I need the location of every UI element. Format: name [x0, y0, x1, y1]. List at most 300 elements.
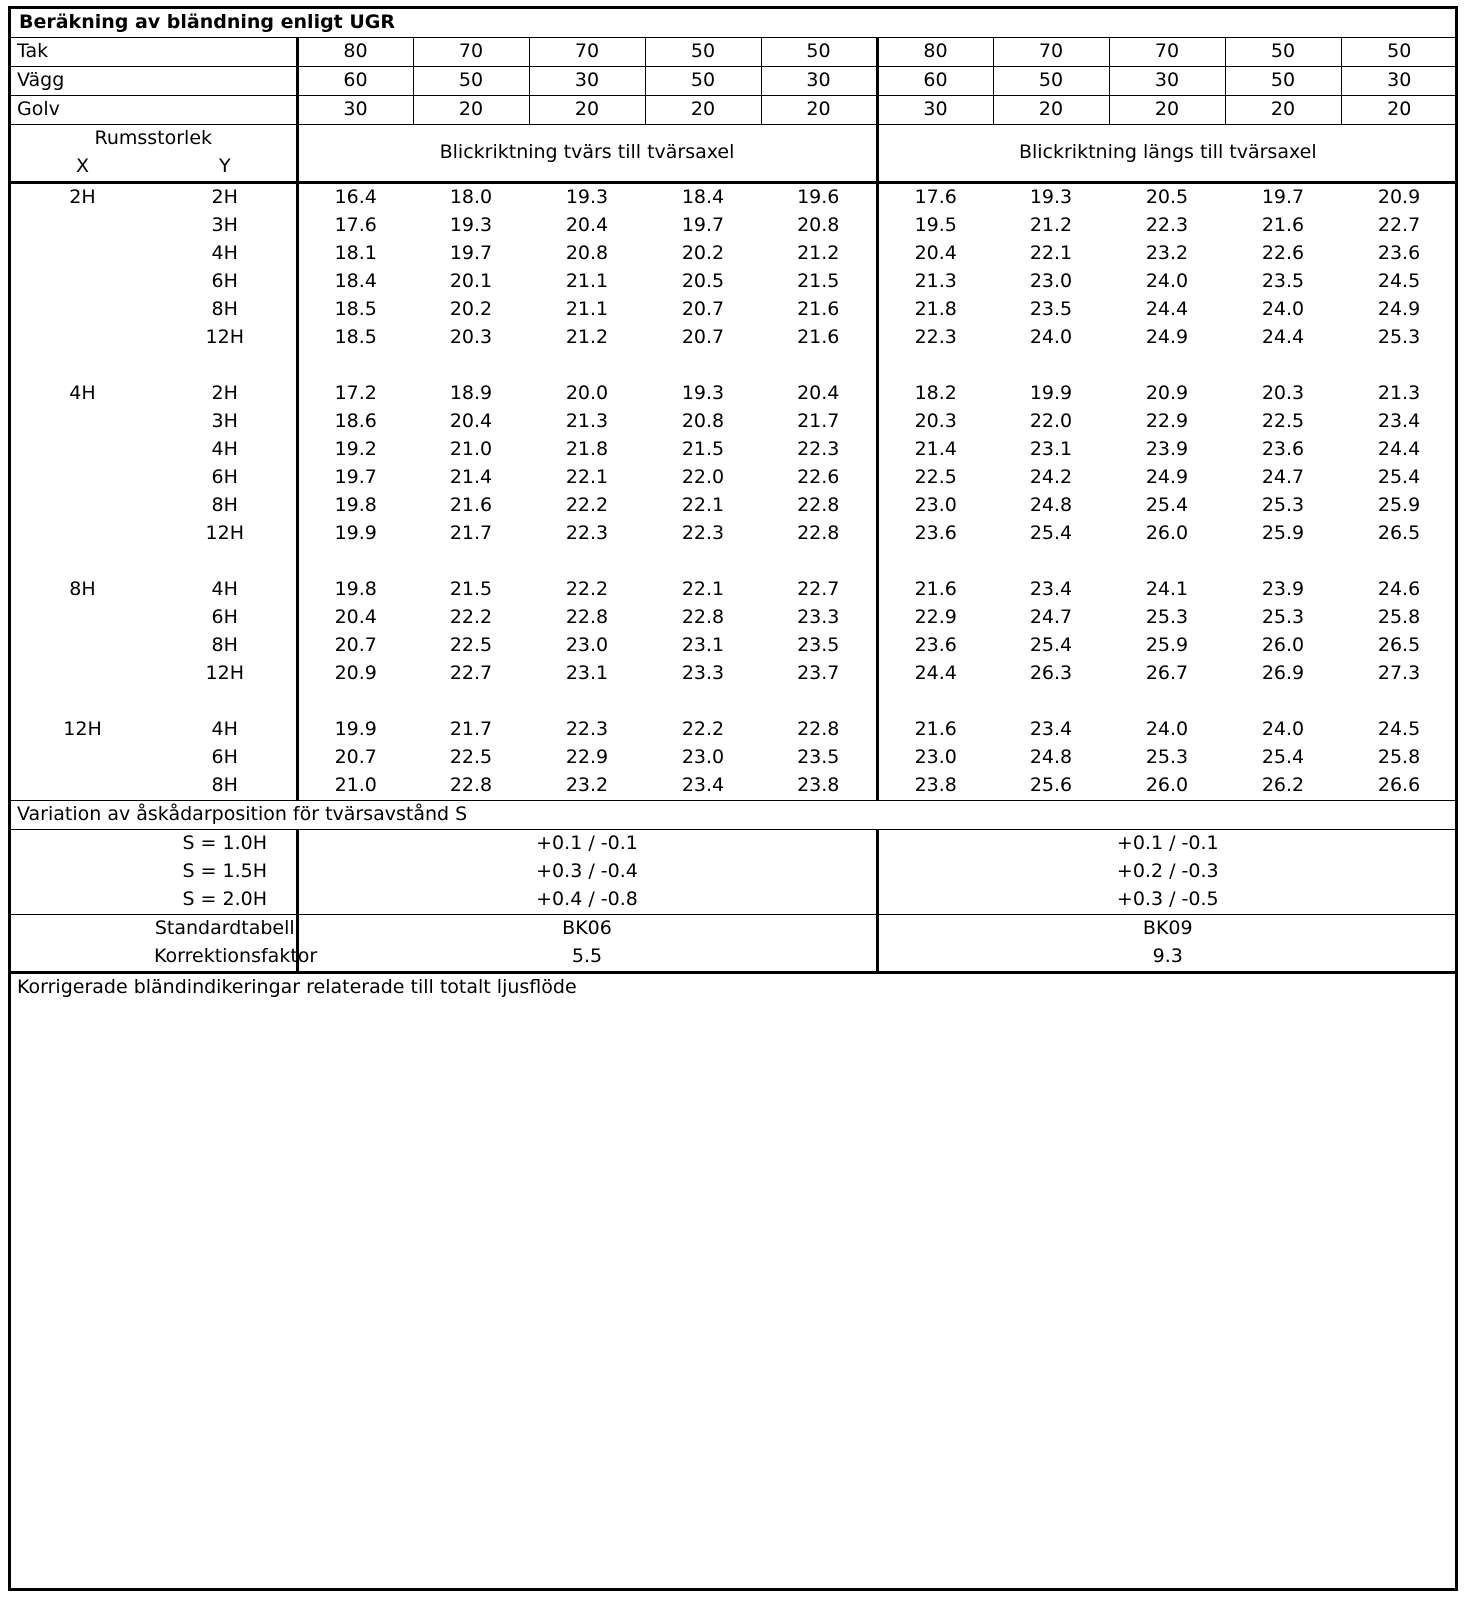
standard-table-along: BK09 — [877, 915, 1457, 944]
row-label-x: 4H — [69, 382, 96, 405]
ugr-value: 21.8 — [877, 296, 993, 324]
ugr-value: 23.7 — [761, 660, 877, 688]
ugr-value: 22.0 — [681, 466, 725, 489]
row-label-x: 2H — [11, 183, 154, 213]
ugr-value: 20.2 — [681, 242, 725, 265]
reflectance-cell: 50 — [761, 38, 877, 67]
ugr-value: 23.1 — [1029, 438, 1073, 461]
reflectance-cell: 30 — [297, 96, 413, 125]
variation-label: S = 1.0H — [154, 830, 297, 859]
row-label-y: 4H — [154, 716, 297, 744]
header-group-along: Blickriktning längs till tvärsaxel — [877, 125, 1457, 183]
data-row — [11, 716, 1457, 744]
ugr-value: 19.3 — [449, 214, 493, 237]
ugr-value: 18.6 — [297, 408, 413, 436]
data-row — [11, 492, 1457, 520]
reflectance-cell: 20 — [993, 96, 1109, 125]
ugr-value: 17.2 — [297, 380, 413, 408]
ugr-value: 27.3 — [1377, 662, 1421, 685]
data-row — [11, 268, 1457, 296]
reflectance-cell: 50 — [1225, 67, 1341, 96]
ugr-value: 24.4 — [1145, 298, 1189, 321]
ugr-value: 20.7 — [297, 744, 413, 772]
data-row — [11, 324, 1457, 352]
ugr-value: 24.4 — [877, 660, 993, 688]
ugr-value: 24.1 — [1145, 578, 1189, 601]
reflectance-cell: 70 — [993, 38, 1109, 67]
variation-row — [11, 830, 1457, 859]
data-row — [11, 183, 1457, 213]
ugr-value: 24.8 — [1029, 746, 1073, 769]
ugr-value: 25.3 — [1145, 606, 1189, 629]
row-label-y: 6H — [154, 744, 297, 772]
ugr-value: 23.5 — [1029, 298, 1073, 321]
variation-along: +0.1 / -0.1 — [877, 830, 1457, 859]
variation-label-pad — [11, 886, 154, 915]
reflectance-row-golv — [11, 96, 1457, 125]
ugr-value: 25.4 — [1377, 466, 1421, 489]
ugr-value: 20.4 — [297, 604, 413, 632]
ugr-value: 24.0 — [1261, 718, 1305, 741]
ugr-value: 19.9 — [1029, 382, 1073, 405]
data-row — [11, 464, 1457, 492]
ugr-value: 23.5 — [761, 632, 877, 660]
ugr-value: 22.2 — [565, 578, 609, 601]
ugr-value: 20.5 — [1109, 183, 1225, 213]
ugr-value: 22.3 — [681, 522, 725, 545]
ugr-value: 20.4 — [565, 214, 609, 237]
factor-label-pad — [11, 943, 154, 973]
ugr-value: 22.2 — [681, 718, 725, 741]
variation-row — [11, 858, 1457, 886]
ugr-value: 22.5 — [1261, 410, 1305, 433]
ugr-value: 20.4 — [877, 240, 993, 268]
reflectance-cell: 30 — [1341, 67, 1457, 96]
header-y: Y — [154, 153, 297, 183]
ugr-value: 21.7 — [761, 408, 877, 436]
ugr-value: 21.7 — [449, 522, 493, 545]
reflectance-cell: 30 — [761, 67, 877, 96]
reflectance-cell: 20 — [1341, 96, 1457, 125]
correction-factor-cross: 5.5 — [297, 943, 877, 973]
ugr-value: 19.7 — [449, 242, 493, 265]
ugr-value: 20.8 — [681, 410, 725, 433]
ugr-value: 20.7 — [297, 632, 413, 660]
ugr-value: 24.0 — [1145, 270, 1189, 293]
ugr-value: 21.6 — [761, 324, 877, 352]
row-label-x: 12H — [63, 718, 102, 741]
ugr-value: 22.8 — [761, 716, 877, 744]
ugr-value: 20.3 — [1261, 382, 1305, 405]
ugr-value: 23.0 — [877, 492, 993, 520]
ugr-value: 22.9 — [1145, 410, 1189, 433]
ugr-value: 20.9 — [1341, 183, 1457, 213]
ugr-value: 22.8 — [413, 772, 529, 801]
ugr-value: 24.8 — [1029, 494, 1073, 517]
ugr-value: 22.8 — [761, 520, 877, 548]
row-label-x — [11, 296, 154, 324]
ugr-value: 22.8 — [565, 606, 609, 629]
ugr-value: 19.6 — [761, 183, 877, 213]
ugr-value: 22.2 — [449, 606, 493, 629]
row-label-y: 8H — [154, 632, 297, 660]
row-label-x — [11, 408, 154, 436]
ugr-value: 21.6 — [1261, 214, 1305, 237]
ugr-value: 17.6 — [297, 212, 413, 240]
reflectance-cell: 30 — [1109, 67, 1225, 96]
reflectance-label-tak: Tak — [11, 38, 297, 67]
ugr-value: 22.6 — [1261, 242, 1305, 265]
ugr-value: 23.6 — [1377, 242, 1421, 265]
variation-label: S = 1.5H — [154, 858, 297, 886]
ugr-value: 22.9 — [565, 746, 609, 769]
ugr-value: 23.9 — [1261, 578, 1305, 601]
row-label-x — [11, 240, 154, 268]
ugr-value: 23.1 — [681, 634, 725, 657]
reflectance-cell: 20 — [529, 96, 645, 125]
row-label-x — [11, 268, 154, 296]
ugr-value: 21.2 — [1029, 214, 1073, 237]
group-spacer — [11, 352, 1457, 380]
page-title: Beräkning av bländning enligt UGR — [11, 9, 1457, 38]
ugr-value: 23.3 — [761, 604, 877, 632]
ugr-value: 22.1 — [681, 578, 725, 601]
ugr-value: 23.0 — [565, 634, 609, 657]
reflectance-cell: 20 — [1225, 96, 1341, 125]
variation-label-pad — [11, 830, 154, 859]
ugr-table — [11, 9, 1457, 1030]
ugr-value: 20.5 — [681, 270, 725, 293]
ugr-value: 20.7 — [681, 326, 725, 349]
row-label-x — [11, 604, 154, 632]
ugr-value: 23.6 — [877, 632, 993, 660]
reflectance-cell: 30 — [529, 67, 645, 96]
row-label-y: 2H — [154, 380, 297, 408]
row-label-y: 4H — [154, 240, 297, 268]
ugr-value: 19.3 — [529, 183, 645, 213]
ugr-value: 22.2 — [565, 494, 609, 517]
reflectance-cell: 50 — [993, 67, 1109, 96]
correction-factor-row — [11, 943, 1457, 973]
ugr-value: 22.3 — [1145, 214, 1189, 237]
correction-factor-label: Korrektionsfaktor — [154, 943, 297, 973]
row-label-x — [11, 436, 154, 464]
ugr-value: 22.7 — [449, 662, 493, 685]
ugr-value: 22.3 — [565, 522, 609, 545]
ugr-value: 21.4 — [877, 436, 993, 464]
ugr-value: 26.0 — [1261, 634, 1305, 657]
reflectance-cell: 20 — [761, 96, 877, 125]
ugr-value: 20.3 — [877, 408, 993, 436]
ugr-value: 18.4 — [297, 268, 413, 296]
ugr-value: 22.7 — [1377, 214, 1421, 237]
standard-table-cross: BK06 — [297, 915, 877, 944]
ugr-value: 24.0 — [1029, 326, 1073, 349]
data-row — [11, 576, 1457, 604]
ugr-value: 23.0 — [681, 746, 725, 769]
ugr-value: 23.5 — [761, 744, 877, 772]
row-label-x — [11, 492, 154, 520]
reflectance-cell: 70 — [1109, 38, 1225, 67]
ugr-value: 20.2 — [449, 298, 493, 321]
ugr-value: 21.5 — [681, 438, 725, 461]
row-label-x — [11, 632, 154, 660]
ugr-value: 20.3 — [449, 326, 493, 349]
ugr-value: 24.9 — [1145, 326, 1189, 349]
reflectance-cell: 20 — [645, 96, 761, 125]
ugr-value: 23.4 — [645, 772, 761, 801]
ugr-value: 22.8 — [761, 492, 877, 520]
variation-cross: +0.1 / -0.1 — [297, 830, 877, 859]
ugr-value: 22.6 — [761, 464, 877, 492]
ugr-value: 21.6 — [449, 494, 493, 517]
row-label-y: 12H — [154, 324, 297, 352]
ugr-value: 23.5 — [1261, 270, 1305, 293]
ugr-value: 18.0 — [413, 183, 529, 213]
reflectance-cell: 20 — [1109, 96, 1225, 125]
ugr-value: 22.5 — [877, 464, 993, 492]
ugr-value: 25.4 — [1029, 522, 1073, 545]
ugr-value: 21.0 — [449, 438, 493, 461]
ugr-value: 26.5 — [1377, 634, 1421, 657]
ugr-value: 23.6 — [877, 520, 993, 548]
ugr-value: 20.0 — [565, 382, 609, 405]
data-row — [11, 632, 1457, 660]
ugr-value: 22.5 — [449, 746, 493, 769]
ugr-value: 22.3 — [877, 324, 993, 352]
ugr-value: 25.9 — [1145, 634, 1189, 657]
title-row — [11, 9, 1457, 38]
data-row — [11, 296, 1457, 324]
ugr-value: 18.4 — [645, 183, 761, 213]
row-label-y: 4H — [154, 436, 297, 464]
row-label-y: 3H — [154, 212, 297, 240]
data-row — [11, 604, 1457, 632]
ugr-value: 18.5 — [297, 324, 413, 352]
row-label-y: 8H — [154, 296, 297, 324]
row-label-y: 12H — [154, 660, 297, 688]
ugr-value: 17.6 — [877, 183, 993, 213]
ugr-value: 24.4 — [1377, 438, 1421, 461]
reflectance-cell: 70 — [529, 38, 645, 67]
reflectance-cell: 50 — [1225, 38, 1341, 67]
data-row — [11, 436, 1457, 464]
ugr-value: 22.1 — [681, 494, 725, 517]
data-row — [11, 660, 1457, 688]
ugr-value: 21.2 — [565, 326, 609, 349]
row-label-x — [11, 324, 154, 352]
ugr-value: 25.4 — [1261, 746, 1305, 769]
blank-area-row — [11, 1002, 1457, 1030]
ugr-value: 22.5 — [449, 634, 493, 657]
ugr-value: 20.4 — [449, 410, 493, 433]
ugr-value: 22.1 — [565, 466, 609, 489]
ugr-value: 23.9 — [1145, 438, 1189, 461]
ugr-value: 26.3 — [1029, 662, 1073, 685]
ugr-value: 18.1 — [297, 240, 413, 268]
ugr-value: 23.6 — [1261, 438, 1305, 461]
ugr-value: 26.5 — [1377, 522, 1421, 545]
ugr-value: 25.3 — [1261, 606, 1305, 629]
ugr-value: 25.8 — [1377, 606, 1421, 629]
ugr-value: 22.8 — [681, 606, 725, 629]
variation-label-pad — [11, 858, 154, 886]
row-label-y: 6H — [154, 268, 297, 296]
ugr-value: 23.4 — [1029, 718, 1073, 741]
ugr-value: 25.8 — [1377, 746, 1421, 769]
ugr-value: 20.1 — [449, 270, 493, 293]
ugr-value: 21.5 — [449, 578, 493, 601]
ugr-value: 20.4 — [761, 380, 877, 408]
ugr-value: 25.6 — [993, 772, 1109, 801]
reflectance-label-golv: Golv — [11, 96, 297, 125]
ugr-value: 19.7 — [681, 214, 725, 237]
ugr-value: 25.3 — [1145, 746, 1189, 769]
data-row — [11, 408, 1457, 436]
correction-factor-along: 9.3 — [877, 943, 1457, 973]
ugr-value: 23.8 — [761, 772, 877, 801]
ugr-value: 23.2 — [529, 772, 645, 801]
ugr-value: 20.8 — [761, 212, 877, 240]
ugr-value: 21.3 — [565, 410, 609, 433]
reflectance-row-tak — [11, 38, 1457, 67]
ugr-value: 21.3 — [1377, 382, 1421, 405]
ugr-value: 19.8 — [297, 576, 413, 604]
header-x: X — [11, 153, 154, 183]
reflectance-row-vagg — [11, 67, 1457, 96]
ugr-value: 24.7 — [1029, 606, 1073, 629]
ugr-value: 21.1 — [565, 270, 609, 293]
ugr-value: 19.7 — [297, 464, 413, 492]
header-room-size: Rumsstorlek — [11, 125, 297, 154]
ugr-value: 24.2 — [1029, 466, 1073, 489]
ugr-value: 23.3 — [681, 662, 725, 685]
ugr-value: 16.4 — [297, 183, 413, 213]
ugr-value: 22.3 — [565, 718, 609, 741]
ugr-value: 19.2 — [297, 436, 413, 464]
row-label-x — [11, 212, 154, 240]
group-spacer — [11, 548, 1457, 576]
reflectance-cell: 50 — [1341, 38, 1457, 67]
ugr-value: 19.9 — [297, 520, 413, 548]
group-header-row — [11, 125, 1457, 154]
ugr-value: 21.3 — [877, 268, 993, 296]
ugr-value: 22.9 — [877, 604, 993, 632]
ugr-value: 18.9 — [449, 382, 493, 405]
ugr-value: 26.9 — [1261, 662, 1305, 685]
ugr-value: 21.5 — [761, 268, 877, 296]
ugr-value: 22.3 — [761, 436, 877, 464]
ugr-value: 26.2 — [1225, 772, 1341, 801]
blank-area — [11, 1002, 1457, 1030]
ugr-value: 19.5 — [877, 212, 993, 240]
group-spacer — [11, 688, 1457, 716]
ugr-value: 22.7 — [761, 576, 877, 604]
row-label-y: 4H — [154, 576, 297, 604]
ugr-value: 21.7 — [449, 718, 493, 741]
ugr-value: 24.9 — [1145, 466, 1189, 489]
ugr-value: 19.8 — [297, 492, 413, 520]
standard-table-label: Standardtabell — [154, 915, 297, 944]
reflectance-cell: 80 — [877, 38, 993, 67]
row-label-x: 8H — [69, 578, 96, 601]
reflectance-cell: 60 — [877, 67, 993, 96]
ugr-value: 21.0 — [297, 772, 413, 801]
row-label-x — [11, 744, 154, 772]
ugr-value: 26.7 — [1145, 662, 1189, 685]
variation-cross: +0.3 / -0.4 — [297, 858, 877, 886]
ugr-value: 26.6 — [1341, 772, 1457, 801]
variation-label: S = 2.0H — [154, 886, 297, 915]
header-group-cross: Blickriktning tvärs till tvärsaxel — [297, 125, 877, 183]
reflectance-cell: 80 — [297, 38, 413, 67]
ugr-value: 21.6 — [877, 716, 993, 744]
ugr-value: 22.0 — [1029, 410, 1073, 433]
ugr-value: 24.5 — [1377, 718, 1421, 741]
ugr-value: 24.9 — [1377, 298, 1421, 321]
ugr-value: 24.0 — [1145, 718, 1189, 741]
ugr-value: 23.8 — [877, 772, 993, 801]
ugr-value: 21.1 — [565, 298, 609, 321]
row-label-x — [11, 520, 154, 548]
row-label-y: 6H — [154, 604, 297, 632]
row-label-y: 8H — [154, 492, 297, 520]
ugr-value: 24.6 — [1377, 578, 1421, 601]
row-label-x — [11, 660, 154, 688]
ugr-value: 19.9 — [297, 716, 413, 744]
variation-along: +0.3 / -0.5 — [877, 886, 1457, 915]
ugr-value: 20.7 — [681, 298, 725, 321]
ugr-value: 23.1 — [565, 662, 609, 685]
variation-note-row — [11, 801, 1457, 830]
data-row — [11, 212, 1457, 240]
ugr-value: 23.4 — [1377, 410, 1421, 433]
ugr-value: 18.2 — [877, 380, 993, 408]
standard-table-row — [11, 915, 1457, 944]
reflectance-cell: 60 — [297, 67, 413, 96]
row-label-y: 12H — [154, 520, 297, 548]
ugr-value: 21.6 — [761, 296, 877, 324]
reflectance-cell: 50 — [413, 67, 529, 96]
row-label-y: 3H — [154, 408, 297, 436]
ugr-value: 25.4 — [1029, 634, 1073, 657]
reflectance-cell: 50 — [645, 38, 761, 67]
ugr-value: 25.3 — [1377, 326, 1421, 349]
ugr-value: 21.2 — [761, 240, 877, 268]
reflectance-cell: 20 — [413, 96, 529, 125]
ugr-value: 24.0 — [1261, 298, 1305, 321]
ugr-value: 23.0 — [1029, 270, 1073, 293]
ugr-value: 20.8 — [565, 242, 609, 265]
data-row — [11, 380, 1457, 408]
variation-note: Variation av åskådarposition för tvärsavstånd S — [11, 801, 1457, 830]
ugr-value: 18.5 — [297, 296, 413, 324]
variation-cross: +0.4 / -0.8 — [297, 886, 877, 915]
ugr-value: 19.7 — [1225, 183, 1341, 213]
ugr-value: 23.0 — [877, 744, 993, 772]
reflectance-cell: 30 — [877, 96, 993, 125]
ugr-value: 21.4 — [449, 466, 493, 489]
ugr-value: 24.5 — [1377, 270, 1421, 293]
ugr-value: 22.1 — [1029, 242, 1073, 265]
data-row — [11, 744, 1457, 772]
ugr-value: 19.3 — [993, 183, 1109, 213]
reflectance-label-vagg: Vägg — [11, 67, 297, 96]
row-label-x — [11, 464, 154, 492]
variation-along: +0.2 / -0.3 — [877, 858, 1457, 886]
row-label-x — [11, 772, 154, 801]
row-label-y: 2H — [154, 183, 297, 213]
